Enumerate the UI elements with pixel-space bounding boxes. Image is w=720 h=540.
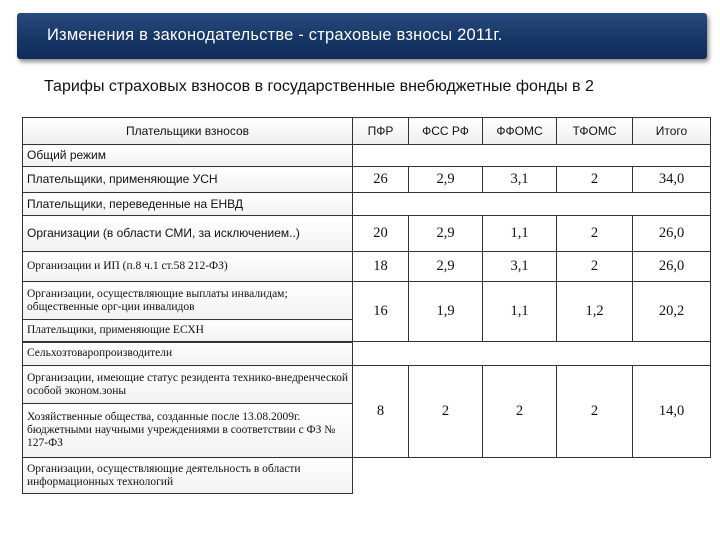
column-header-pfr: ПФР	[353, 118, 409, 145]
blank-cell	[353, 145, 711, 167]
value-pfr: 26	[353, 167, 409, 193]
column-header-tfoms: ТФОМС	[557, 118, 633, 145]
header-bar	[17, 13, 707, 59]
table-row	[23, 282, 711, 320]
table-header-row	[23, 118, 711, 145]
value-pfr: 20	[353, 216, 409, 252]
value-total: 14,0	[633, 366, 711, 458]
value-fss: 1,9	[409, 282, 483, 342]
value-fss: 2,9	[409, 252, 483, 282]
rates-table-wrapper	[22, 117, 711, 494]
table-row	[23, 342, 711, 366]
row-label-usn: Плательщики, применяющие УСН	[23, 167, 353, 193]
value-tfoms: 1,2	[557, 282, 633, 342]
value-fss: 2	[409, 366, 483, 458]
table-row	[23, 366, 711, 404]
value-ffoms: 2	[483, 366, 557, 458]
blank-cell	[353, 193, 711, 216]
value-ffoms: 3,1	[483, 252, 557, 282]
row-label-science-companies: Хозяйственные общества, созданные после 13.08.2009г. бюджетными научными учреждениями в соответствии с ФЗ № 127-ФЗ	[23, 404, 353, 458]
section-label-agri: Сельхозтоваропроизводители	[23, 342, 353, 366]
value-total: 34,0	[633, 167, 711, 193]
column-header-fss: ФСС РФ	[409, 118, 483, 145]
value-pfr: 16	[353, 282, 409, 342]
value-tfoms: 2	[557, 216, 633, 252]
row-label-orgs-ip: Организации и ИП (п.8 ч.1 ст.58 212-ФЗ)	[23, 252, 353, 282]
insurance-rates-table	[22, 117, 711, 494]
column-header-payers: Плательщики взносов	[23, 118, 353, 145]
blank-cell	[353, 458, 711, 494]
table-row	[23, 167, 711, 193]
value-total: 26,0	[633, 216, 711, 252]
table-row	[23, 458, 711, 494]
row-label-tech-zone: Организации, имеющие статус резидента технико-внедренческой особой эконом.зоны	[23, 366, 353, 404]
column-header-ffoms: ФФОМС	[483, 118, 557, 145]
table-row	[23, 216, 711, 252]
blank-cell	[353, 342, 711, 366]
section-label-general: Общий режим	[23, 145, 353, 167]
value-tfoms: 2	[557, 167, 633, 193]
table-row	[23, 193, 711, 216]
row-label-media: Организации (в области СМИ, за исключением..)	[23, 216, 353, 252]
value-ffoms: 1,1	[483, 216, 557, 252]
section-label-envd: Плательщики, переведенные на ЕНВД	[23, 193, 353, 216]
page-title: Изменения в законодательстве - страховые взносы 2011г.	[47, 26, 503, 44]
value-ffoms: 1,1	[483, 282, 557, 342]
value-fss: 2,9	[409, 167, 483, 193]
value-ffoms: 3,1	[483, 167, 557, 193]
value-tfoms: 2	[557, 252, 633, 282]
value-fss: 2,9	[409, 216, 483, 252]
row-label-eshn: Плательщики, применяющие ЕСХН	[23, 320, 353, 342]
column-header-total: Итого	[633, 118, 711, 145]
table-subtitle: Тарифы страховых взносов в государственные внебюджетные фонды в 2	[44, 78, 594, 95]
value-total: 26,0	[633, 252, 711, 282]
row-label-it-orgs: Организации, осуществляющие деятельность в области информационных технологий	[23, 458, 353, 494]
table-row	[23, 145, 711, 167]
value-pfr: 8	[353, 366, 409, 458]
value-pfr: 18	[353, 252, 409, 282]
value-tfoms: 2	[557, 366, 633, 458]
table-row	[23, 252, 711, 282]
row-label-disabled-orgs: Организации, осуществляющие выплаты инвалидам; общественные орг-ции инвалидов	[23, 282, 353, 320]
value-total: 20,2	[633, 282, 711, 342]
